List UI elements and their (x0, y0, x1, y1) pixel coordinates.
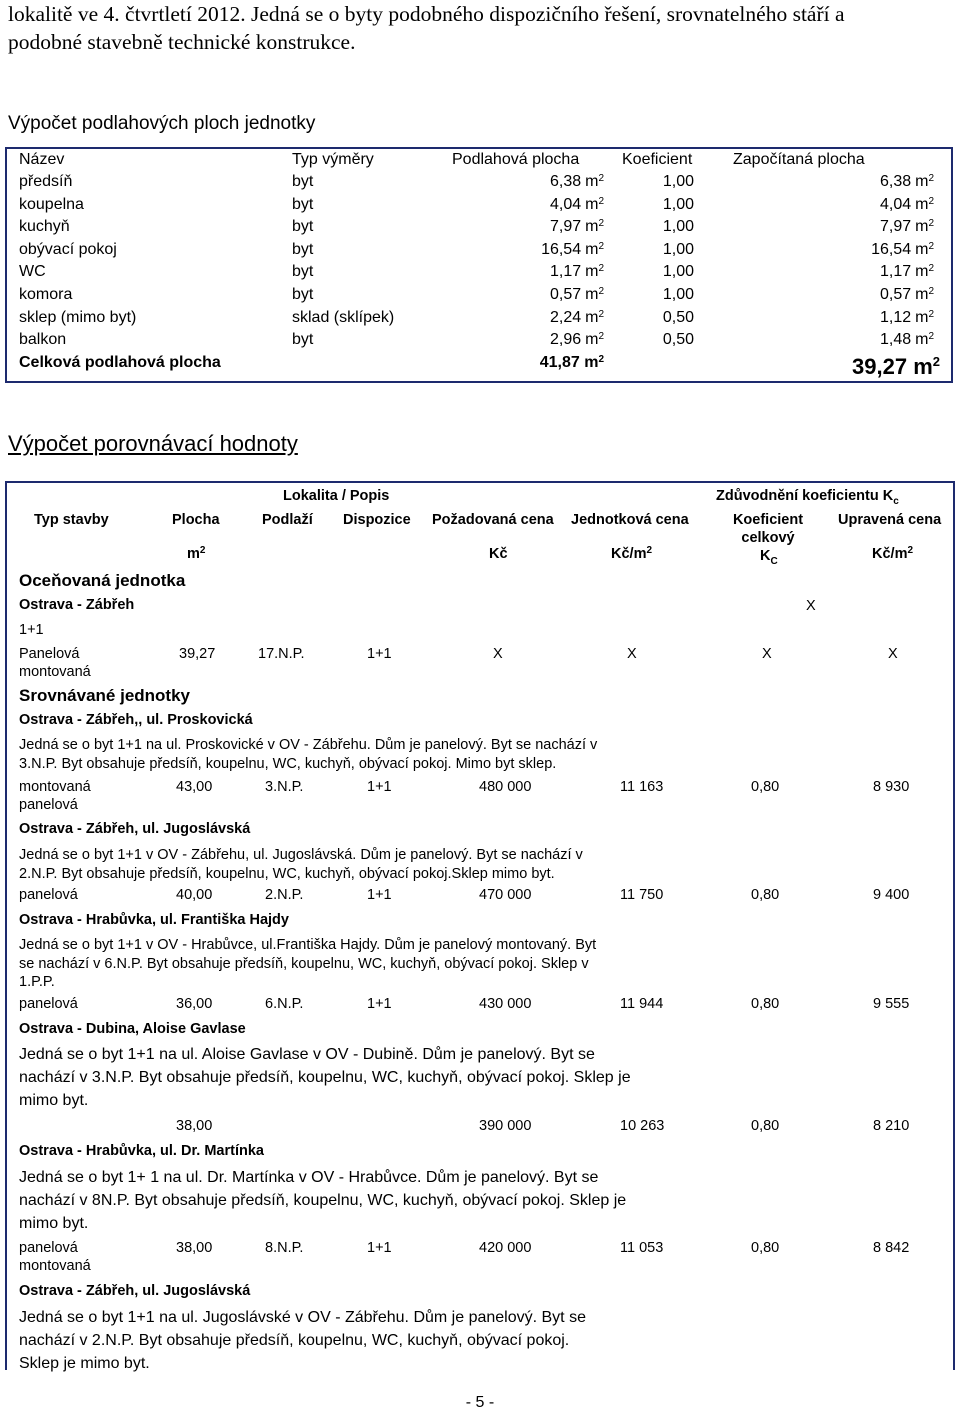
header-coef-2: celkový (741, 530, 795, 546)
total-label: Celková podlahová plocha (19, 354, 221, 371)
row-coef: 1,00 (662, 263, 694, 280)
compared-floor: 6.N.P. (265, 996, 304, 1012)
row-coef: 0,50 (662, 309, 694, 326)
description-line: Jedná se o byt 1+1 na ul. Jugoslávské v OV - Zábřehu. Dům je panelový. Byt se (19, 1309, 586, 1326)
compared-area: 40,00 (176, 887, 213, 903)
row-area: 7,97 $m^2$ (549, 218, 604, 235)
comparison-title: Výpočet porovnávací hodnoty (8, 431, 298, 456)
compared-location: Ostrava - Dubina, Aloise Gavlase (19, 1021, 246, 1037)
compared-type-2: montovaná (19, 1258, 91, 1274)
compared-location: Ostrava - Zábřeh, ul. Jugoslávská (19, 1283, 251, 1299)
valued-area: 39,27 (179, 646, 216, 662)
valued-layout-label: 1+1 (19, 622, 44, 638)
compared-description (19, 1166, 626, 1235)
compared-layout: 1+1 (367, 887, 392, 903)
header-unit-price: Jednotková cena (571, 512, 689, 528)
col-header-type: Typ výměry (292, 151, 374, 168)
compared-layout: 1+1 (367, 779, 392, 795)
row-coef: 1,00 (662, 196, 694, 213)
row-area: 4,04 $m^2$ (549, 196, 604, 213)
intro-paragraph (8, 0, 948, 56)
row-area: 0,57 $m^2$ (549, 286, 604, 303)
floor-calc-title: Výpočet podlahových ploch jednotky (8, 113, 316, 134)
compared-area: 36,00 (176, 996, 213, 1012)
row-type: byt (292, 218, 314, 235)
compared-area: 38,00 (176, 1240, 213, 1256)
compared-adjusted: 8 842 (873, 1240, 910, 1256)
compared-coef: 0,80 (751, 887, 780, 903)
valued-x-mark: X (806, 598, 816, 614)
compared-adjusted: 9 400 (873, 887, 910, 903)
compared-description (19, 1306, 586, 1375)
unit-adjusted: $Kč/m^2$ (872, 545, 914, 562)
header-price: Požadovaná cena (432, 512, 554, 528)
compared-adjusted: 8 210 (873, 1118, 910, 1134)
row-name: předsíň (19, 173, 73, 190)
compared-price: 430 000 (479, 996, 532, 1012)
row-type: byt (292, 173, 314, 190)
description-line: Jedná se o byt 1+1 v OV - Hrabůvce, ul.Františka Hajdy. Dům je panelový montovaný. Byt (19, 937, 597, 953)
compared-unit-price: 11 163 (620, 779, 664, 795)
row-type: byt (292, 263, 314, 280)
compared-unit-price: 11 053 (620, 1240, 664, 1256)
description-line: 2.N.P. Byt obsahuje předsíň, koupelnu, WC, kuchyň, obývací pokoj.Sklep mimo byt. (19, 865, 555, 882)
compared-type-1: montovaná (19, 779, 91, 795)
row-counted: 1,12 $m^2$ (879, 309, 934, 326)
compared-adjusted: 8 930 (873, 779, 910, 795)
unit-coef: $K_C$ (760, 548, 778, 567)
compared-floor: 8.N.P. (265, 1240, 304, 1256)
header-type: Typ stavby (34, 512, 109, 528)
compared-location: Ostrava - Zábřeh, ul. Jugoslávská (19, 821, 251, 837)
description-line: Jedná se o byt 1+1 v OV - Zábřehu, ul. Jugoslávská. Dům je panelový. Byt se nachází v (19, 847, 583, 863)
row-name: obývací pokoj (19, 241, 117, 258)
row-name: WC (19, 263, 46, 280)
description-line: Jedná se o byt 1+ 1 na ul. Dr. Martínka v OV - Hrabůvce. Dům je panelový. Byt se (19, 1169, 599, 1186)
header-floor: Podlaží (262, 512, 313, 528)
row-coef: 1,00 (662, 286, 694, 303)
compared-area: 38,00 (176, 1118, 213, 1134)
compared-coef: 0,80 (751, 996, 780, 1012)
total-area: 41,87 $m^2$ (539, 354, 604, 371)
valued-layout: 1+1 (367, 646, 392, 662)
row-area: 16,54 $m^2$ (541, 241, 604, 258)
header-justification: Zdůvodnění koeficientu $K_c$ (716, 488, 899, 507)
total-counted: 39,27 $m^2$ (852, 354, 940, 379)
row-type: byt (292, 196, 314, 213)
description-line: Sklep je mimo byt. (19, 1355, 150, 1372)
compared-price: 420 000 (479, 1240, 532, 1256)
compared-description (19, 936, 596, 992)
compared-adjusted: 9 555 (873, 996, 910, 1012)
valued-type-2: montovaná (19, 664, 91, 680)
compared-coef: 0,80 (751, 1240, 780, 1256)
row-counted: 16,54 $m^2$ (871, 241, 934, 258)
compared-location: Ostrava - Zábřeh,, ul. Proskovická (19, 712, 253, 728)
valued-floor: 17.N.P. (258, 646, 305, 662)
row-type: byt (292, 241, 314, 258)
row-type: sklad (sklípek) (292, 309, 395, 326)
valued-type-1: Panelová (19, 646, 80, 662)
row-type: byt (292, 286, 314, 303)
unit-unit-price: $Kč/m^2$ (611, 545, 653, 562)
compared-location: Ostrava - Hrabůvka, ul. Františka Hajdy (19, 912, 289, 928)
row-name: koupelna (19, 196, 84, 213)
unit-price: Kč (489, 546, 508, 562)
valued-location: Ostrava - Zábřeh (19, 597, 135, 613)
compared-description (19, 846, 583, 883)
compared-type-1: panelová (19, 996, 78, 1012)
row-coef: 1,00 (662, 218, 694, 235)
row-name: balkon (19, 331, 67, 348)
page-number: - 5 - (465, 1394, 495, 1411)
header-coef: Koeficient (732, 512, 804, 528)
compared-coef: 0,80 (751, 779, 780, 795)
description-line: Jedná se o byt 1+1 na ul. Aloise Gavlase v OV - Dubině. Dům je panelový. Byt se (19, 1046, 595, 1063)
row-counted: 1,48 $m^2$ (879, 331, 934, 348)
row-coef: 0,50 (662, 331, 694, 348)
row-area: 1,17 $m^2$ (549, 263, 604, 280)
col-header-name: Název (19, 151, 65, 168)
description-line: nachází v 2.N.P. Byt obsahuje předsíň, koupelnu, WC, kuchyň, obývací pokoj. (19, 1332, 570, 1349)
row-area: 2,24 $m^2$ (549, 309, 604, 326)
valued-unit-price: X (627, 646, 637, 662)
compared-price: 470 000 (479, 887, 532, 903)
description-line: se nachází v 6.N.P. Byt obsahuje předsíň, koupelnu, WC, kuchyň, obývací pokoj. Sklep v (19, 955, 589, 972)
description-line: nachází v 8N.P. Byt obsahuje předsíň, koupelnu, WC, kuchyň, obývací pokoj. Sklep je (19, 1192, 627, 1209)
compared-unit-price: 10 263 (620, 1118, 665, 1134)
compared-location: Ostrava - Hrabůvka, ul. Dr. Martínka (19, 1143, 264, 1159)
compared-coef: 0,80 (751, 1118, 780, 1134)
row-counted: 4,04 $m^2$ (879, 196, 934, 213)
row-counted: 0,57 $m^2$ (879, 286, 934, 303)
compared-description (19, 1043, 631, 1112)
valued-coef: X (762, 646, 772, 662)
row-area: 2,96 $m^2$ (549, 331, 604, 348)
row-name: kuchyň (19, 218, 70, 235)
row-name: sklep (mimo byt) (19, 309, 137, 326)
description-line: Jedná se o byt 1+1 na ul. Proskovické v OV - Zábřehu. Dům je panelový. Byt se nachází v (19, 737, 598, 753)
row-coef: 1,00 (662, 173, 694, 190)
header-layout: Dispozice (343, 512, 411, 528)
header-adjusted: Upravená cena (838, 512, 942, 528)
valued-price: X (493, 646, 503, 662)
description-line: 1.P.P. (19, 974, 55, 990)
compared-price: 480 000 (479, 779, 532, 795)
header-locality: Lokalita / Popis (283, 488, 390, 504)
compared-unit-price: 11 944 (620, 996, 664, 1012)
compared-floor: 2.N.P. (265, 887, 304, 903)
compared-type-1: panelová (19, 1240, 78, 1256)
compared-units-title: Srovnávané jednotky (19, 686, 191, 705)
col-header-coef: Koeficient (622, 151, 693, 168)
description-line: mimo byt. (19, 1092, 89, 1109)
valued-adjusted: X (888, 646, 898, 662)
col-header-area: Podlahová plocha (452, 151, 580, 168)
compared-area: 43,00 (176, 779, 213, 795)
col-header-counted: Započítaná plocha (733, 151, 865, 168)
compared-type-2: panelová (19, 797, 78, 813)
compared-floor: 3.N.P. (265, 779, 304, 795)
row-counted: 6,38 $m^2$ (879, 173, 934, 190)
compared-price: 390 000 (479, 1118, 532, 1134)
compared-layout: 1+1 (367, 996, 392, 1012)
valued-unit-title: Oceňovaná jednotka (19, 571, 186, 590)
description-line: mimo byt. (19, 1215, 89, 1232)
compared-type-1: panelová (19, 887, 78, 903)
row-counted: 7,97 $m^2$ (879, 218, 934, 235)
compared-layout: 1+1 (367, 1240, 392, 1256)
description-line: 3.N.P. Byt obsahuje předsíň, koupelnu, WC, kuchyň, obývací pokoj. Mimo byt sklep. (19, 755, 557, 772)
row-type: byt (292, 331, 314, 348)
row-coef: 1,00 (662, 241, 694, 258)
compared-description (19, 736, 597, 773)
row-name: komora (19, 286, 73, 303)
compared-unit-price: 11 750 (620, 887, 664, 903)
header-area: Plocha (172, 512, 220, 528)
row-area: 6,38 $m^2$ (549, 173, 604, 190)
description-line: nachází v 3.N.P. Byt obsahuje předsíň, koupelnu, WC, kuchyň, obývací pokoj. Sklep je (19, 1069, 631, 1086)
row-counted: 1,17 $m^2$ (879, 263, 934, 280)
intro-line-1: lokalitě ve 4. čtvrtletí 2012. Jedná se o byty podobného dispozičního řešení, srovnatelného stáří a (8, 2, 845, 26)
intro-line-2: podobné stavebně technické konstrukce. (8, 30, 356, 54)
unit-area: $m^2$ (187, 545, 206, 562)
